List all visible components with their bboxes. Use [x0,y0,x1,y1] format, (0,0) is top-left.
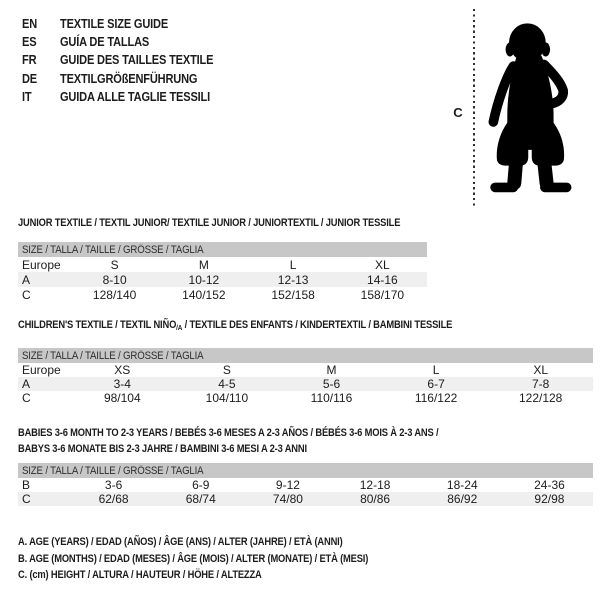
height-cell: 116/122 [414,391,458,405]
age-cell: 5-6 [322,377,341,391]
age-cell: 9-12 [275,478,300,492]
height-cell: 98/104 [103,391,141,405]
babies-title-line1: BABIES 3-6 MONTH TO 2-3 YEARS / BEBÉS 3-6 MESES A 2-3 AÑOS / BÉBÉS 3-6 MOIS À 2-3 ANS / [18,427,439,439]
row-label: Europe [22,257,61,272]
junior-table-title: JUNIOR TEXTILE / TEXTIL JUNIOR/ TEXTILE JUNIOR / JUNIORTEXTIL / JUNIOR TESSILE [18,217,401,229]
language-title: GUIDA ALLE TAGLIE TESSILI [60,89,211,105]
height-measure-label: C [453,105,463,120]
language-row-de [22,69,240,87]
table-row-europe [18,257,427,272]
footnote-age-months: B. AGE (MONTHS) / EDAD (MESES) / ÂGE (MOIS) / ALTER (MONATE) / ETÀ (MESI) [18,552,369,565]
language-title: TEXTILGRÖßENFÜHRUNG [60,70,198,86]
size-header-bar [18,463,593,478]
language-list [22,14,240,106]
height-cell: 92/98 [534,492,565,506]
size-cell: L [432,363,440,377]
children-size-table [18,348,593,405]
junior-size-table [18,242,427,302]
language-code: FR [22,52,37,68]
height-cell: 122/128 [518,391,563,405]
baby-silhouette-icon [482,8,578,208]
table-row-height [18,492,593,506]
height-cell: 140/152 [182,287,226,302]
size-cell: S [110,257,119,272]
height-measure-dotted-line [473,9,475,206]
children-title-subscript: /A [176,323,183,332]
height-cell: 74/80 [272,492,303,506]
size-header-label: SIZE / TALLA / TAILLE / GRÖSSE / TAGLIA [22,349,204,362]
table-row-height [18,287,427,302]
table-row-height [18,391,593,405]
age-cell: 12-18 [359,478,391,492]
age-cell: 18-24 [446,478,478,492]
row-label: C [22,391,31,405]
language-code: DE [22,70,38,86]
age-cell: 24-36 [534,478,565,492]
height-cell: 62/68 [98,492,129,506]
footnote-age-years: A. AGE (YEARS) / EDAD (AÑOS) / ÂGE (ANS) / ALTER (JAHRE) / ETÀ (ANNI) [18,536,343,548]
height-cell: 158/170 [360,287,405,302]
row-label: C [22,492,31,506]
size-cell: XL [375,257,390,272]
height-cell: 104/110 [205,391,249,405]
age-cell: 3-6 [104,478,123,492]
row-label: Europe [22,363,61,377]
size-cell: S [222,363,231,377]
language-row-es [22,32,240,50]
height-cell: 152/158 [271,287,315,302]
size-header-bar [18,242,427,257]
legend-footnotes [18,536,430,586]
footnote-height-cm: C. (cm) HEIGHT / ALTURA / HAUTEUR / HÖHE / ALTEZZA [18,569,262,581]
table-row-age [18,377,593,391]
table-row-europe [18,363,593,377]
children-title-pre: CHILDREN'S TEXTILE / TEXTIL NIÑO [18,319,177,331]
babies-size-table [18,463,593,506]
table-row-age-months [18,478,593,492]
babies-table-title [18,425,438,457]
height-cell: 128/140 [92,287,137,302]
row-label: B [22,478,31,492]
language-title: TEXTILE SIZE GUIDE [60,15,169,31]
language-code: IT [22,89,32,105]
language-row-en [22,14,240,32]
size-cell: XS [114,363,131,377]
age-cell: 8-10 [102,272,127,287]
size-cell: XL [533,363,549,377]
size-cell: M [326,363,337,377]
size-cell: L [289,257,297,272]
age-cell: 6-9 [192,478,210,492]
row-label: A [22,272,31,287]
age-cell: 14-16 [367,272,398,287]
language-row-fr [22,51,240,69]
age-cell: 7-8 [532,377,550,391]
size-header-bar [18,348,593,363]
row-label: A [22,377,31,391]
children-title-post: / TEXTILE DES ENFANTS / KINDERTEXTIL / BAMBINI TESSILE [182,319,453,331]
age-cell: 4-5 [218,377,236,391]
table-row-age [18,272,427,287]
height-cell: 110/116 [310,391,353,405]
language-code: ES [22,34,37,50]
row-label: C [22,287,31,302]
size-header-label: SIZE / TALLA / TAILLE / GRÖSSE / TAGLIA [22,243,204,256]
size-cell: M [198,257,209,272]
language-title: GUIDE DES TAILLES TEXTILE [60,52,214,68]
language-title: GUÍA DE TALLAS [60,34,150,50]
height-cell: 86/92 [447,492,478,506]
babies-title-line2: BABYS 3-6 MONATE BIS 2-3 JAHRE / BAMBINI 3-6 MESI A 2-3 ANNI [18,443,307,455]
age-cell: 3-4 [113,377,131,391]
height-cell: 80/86 [360,492,391,506]
age-cell: 12-13 [277,272,309,287]
age-cell: 10-12 [188,272,220,287]
language-code: EN [22,15,38,31]
children-table-title [18,317,452,336]
language-row-it [22,88,240,106]
age-cell: 6-7 [427,377,445,391]
height-cell: 68/74 [185,492,216,506]
size-header-label: SIZE / TALLA / TAILLE / GRÖSSE / TAGLIA [22,464,204,477]
